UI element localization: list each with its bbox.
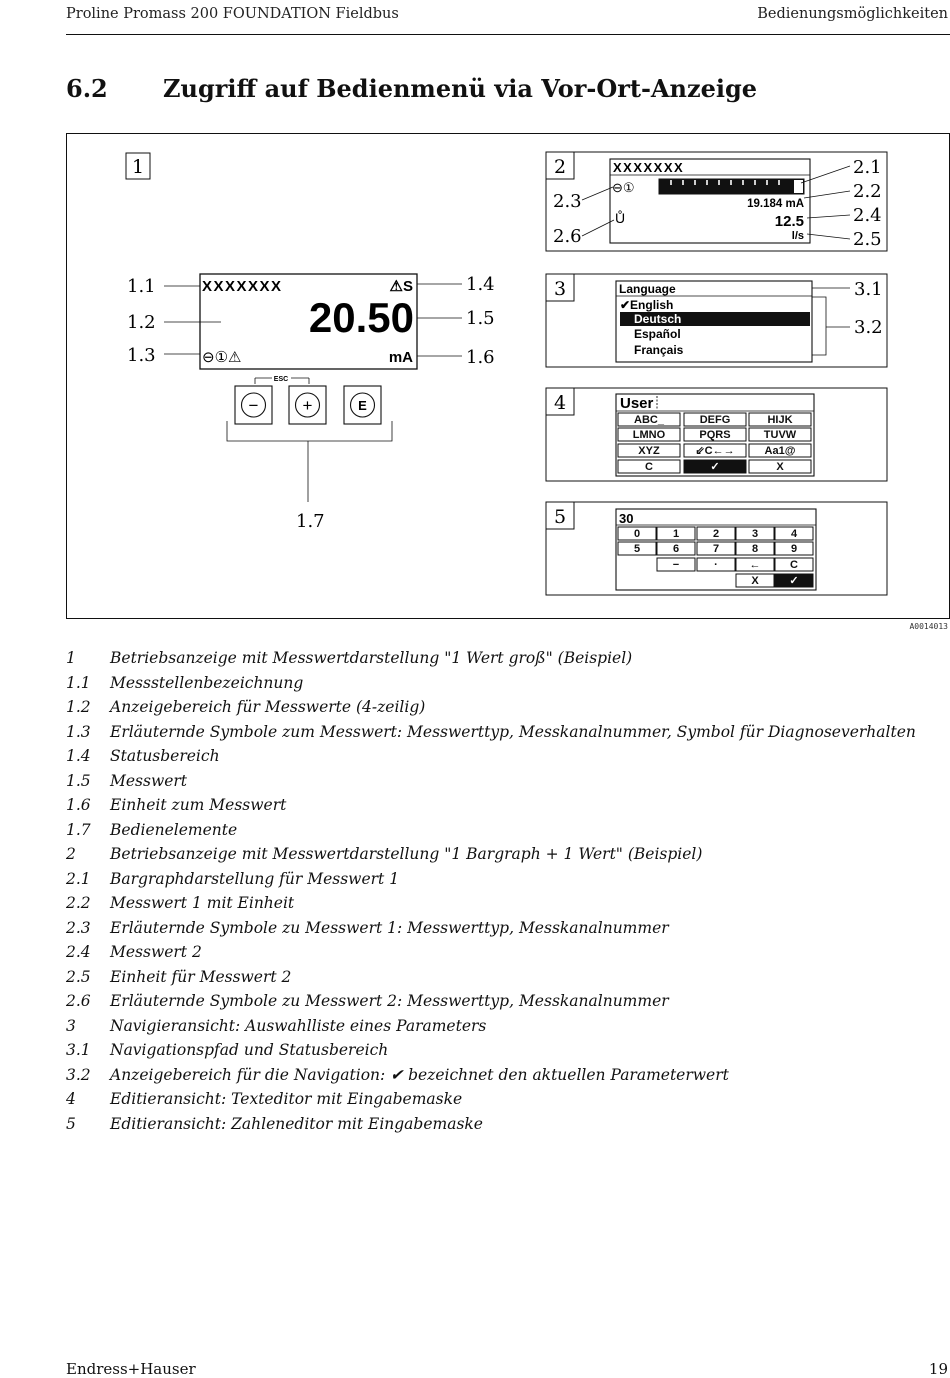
legend-number: 1.6 <box>66 796 91 815</box>
callout-1-2: 1.2 <box>127 312 156 333</box>
text-key-label: ⇙C←→ <box>695 445 735 457</box>
number-key[interactable] <box>775 558 813 571</box>
legend-item <box>66 1038 950 1063</box>
legend-item <box>66 793 950 818</box>
legend-text: Bedienelemente <box>110 820 238 839</box>
callout-1-3: 1.3 <box>127 345 156 366</box>
page-number: 19 <box>928 1360 948 1378</box>
callout-1-4: 1.4 <box>466 274 495 295</box>
legend-item <box>66 744 950 769</box>
d5-box-label: 5 <box>553 506 567 528</box>
callout-1-7: 1.7 <box>296 511 325 532</box>
legend-text: Messwert 2 <box>110 943 202 962</box>
legend-number: 1.3 <box>66 722 91 741</box>
text-key-label: Aa1@ <box>764 445 796 457</box>
text-key-label: TUVW <box>763 429 797 441</box>
legend-number: 1.1 <box>66 673 91 692</box>
legend-text: Einheit zum Messwert <box>110 796 287 815</box>
legend-item <box>66 818 950 843</box>
legend-text: Messwert <box>110 771 188 790</box>
callout-2-5: 2.5 <box>853 229 882 250</box>
number-key-label: C <box>790 559 798 571</box>
legend-item <box>66 989 950 1014</box>
callout-2-3: 2.3 <box>553 191 582 212</box>
legend-number: 5 <box>66 1114 76 1133</box>
plus-button[interactable] <box>289 386 326 424</box>
number-key-label: 1 <box>672 528 680 540</box>
legend-number: 2.3 <box>66 918 91 937</box>
d2-unit2: l/s <box>791 230 804 242</box>
text-key[interactable] <box>618 444 680 457</box>
legend-number: 2 <box>66 845 76 864</box>
number-key[interactable] <box>775 542 813 555</box>
number-key-label: ← <box>749 559 761 571</box>
number-key[interactable] <box>775 574 813 587</box>
legend-text: Bargraphdarstellung für Messwert 1 <box>110 869 400 888</box>
number-key[interactable] <box>657 542 695 555</box>
display-figure <box>66 133 950 619</box>
legend-item <box>66 940 950 965</box>
legend-text: Betriebsanzeige mit Messwertdarstellung "1 Bargraph + 1 Wert" (Beispiel) <box>110 845 703 864</box>
text-key-label: XYZ <box>638 445 660 457</box>
number-key-label: 0 <box>633 528 641 540</box>
footer-brand: Endress+Hauser <box>66 1360 196 1378</box>
minus-button-label: − <box>248 396 259 415</box>
legend-item <box>66 1112 950 1137</box>
d2-tag: XXXXXXX <box>613 160 685 175</box>
legend-item <box>66 1014 950 1039</box>
legend-text: Betriebsanzeige mit Messwertdarstellung "1 Wert groß" (Beispiel) <box>110 649 633 668</box>
number-key-label: 7 <box>712 543 720 555</box>
legend-item <box>66 695 950 720</box>
text-key-label: PQRS <box>699 429 731 441</box>
number-key[interactable] <box>697 542 735 555</box>
number-key-label: 2 <box>712 528 720 540</box>
text-key[interactable] <box>618 428 680 441</box>
text-key[interactable] <box>684 413 746 426</box>
legend-text: Messstellenbezeichnung <box>110 673 304 692</box>
number-key[interactable] <box>657 558 695 571</box>
legend-number: 1.7 <box>66 820 91 839</box>
number-key[interactable] <box>697 527 735 540</box>
text-key[interactable] <box>749 444 811 457</box>
number-key[interactable] <box>736 574 774 587</box>
legend-number: 3 <box>66 1016 76 1035</box>
callout-1-5: 1.5 <box>466 308 495 329</box>
d1-unit: mA <box>388 349 413 366</box>
legend-number: 3.1 <box>66 1041 91 1060</box>
d4-title: User <box>620 395 654 412</box>
legend-text: Anzeigebereich für die Navigation: ✔ bezeichnet den aktuellen Parameterwert <box>110 1065 729 1084</box>
d1-value: 20.50 <box>308 294 414 341</box>
legend-item <box>66 769 950 794</box>
legend-number: 3.2 <box>66 1065 91 1084</box>
plus-button-label: + <box>302 396 313 415</box>
legend-item <box>66 1087 950 1112</box>
callout-2-6: 2.6 <box>553 226 582 247</box>
section-title: Zugriff auf Bedienmenü via Vor-Ort-Anzeige <box>163 74 758 103</box>
d3-item-english[interactable]: ✔English <box>620 298 674 312</box>
section-number: 6.2 <box>66 74 108 103</box>
text-key[interactable] <box>749 460 811 473</box>
text-key[interactable] <box>618 460 680 473</box>
header-doc-title: Proline Promass 200 FOUNDATION Fieldbus <box>66 6 399 22</box>
legend-item <box>66 842 950 867</box>
d2-symbol2: Ů <box>615 210 626 226</box>
callout-2-1: 2.1 <box>853 157 882 178</box>
legend-number: 2.5 <box>66 967 91 986</box>
figure-id: A0014013 <box>909 622 948 631</box>
callout-3-2: 3.2 <box>854 317 883 338</box>
d2-bargraph <box>659 179 804 194</box>
d1-tag: XXXXXXX <box>202 278 283 295</box>
number-key[interactable] <box>736 558 774 571</box>
d3-item-francais[interactable]: Français <box>634 343 684 357</box>
callout-2-2: 2.2 <box>853 181 882 202</box>
d1-status: ⚠S <box>389 278 413 295</box>
enter-button-label: E <box>358 398 367 413</box>
d2-symbols1: ⊖① <box>612 180 635 195</box>
legend-text: Erläuternde Symbole zu Messwert 1: Messwerttyp, Messkanalnummer <box>110 918 669 937</box>
legend-text: Anzeigebereich für Messwerte (4-zeilig) <box>110 698 426 717</box>
d2-value1: 19.184 mA <box>747 198 804 210</box>
legend-item <box>66 720 950 745</box>
legend-text: Navigationspfad und Statusbereich <box>110 1041 389 1060</box>
header-chapter: Bedienungsmöglichkeiten <box>757 6 948 22</box>
d3-title: Language <box>619 282 676 296</box>
d3-item-deutsch[interactable]: Deutsch <box>634 312 682 326</box>
legend-item <box>66 867 950 892</box>
text-key-label: X <box>776 461 784 473</box>
text-key[interactable] <box>749 428 811 441</box>
text-key[interactable] <box>749 413 811 426</box>
legend-item <box>66 891 950 916</box>
enter-button[interactable] <box>344 386 381 424</box>
d1-box-label: 1 <box>131 156 145 178</box>
legend-text: Editieransicht: Zahleneditor mit Eingabemaske <box>110 1114 483 1133</box>
text-key[interactable] <box>684 460 746 473</box>
callout-2-4: 2.4 <box>853 205 882 226</box>
legend-number: 2.2 <box>66 894 91 913</box>
text-key-label: DEFG <box>699 414 731 426</box>
legend-text: Einheit für Messwert 2 <box>110 967 292 986</box>
number-key-label: 5 <box>633 543 641 555</box>
text-key-label: HIJK <box>767 414 793 426</box>
number-key-label: 8 <box>751 543 759 555</box>
d3-box-label: 3 <box>553 278 567 300</box>
number-key-label: · <box>714 559 718 571</box>
legend-text: Erläuternde Symbole zum Messwert: Messwerttyp, Messkanalnummer, Symbol für Diagnoseverhalten <box>110 722 916 741</box>
number-key[interactable] <box>618 527 656 540</box>
number-key[interactable] <box>775 527 813 540</box>
number-key[interactable] <box>618 542 656 555</box>
number-key[interactable] <box>736 527 774 540</box>
d1-esc-label: ESC <box>273 376 289 383</box>
legend-number: 1 <box>66 649 76 668</box>
d1-symbols: ⊖①⚠ <box>202 349 242 366</box>
figure-drawing <box>67 134 950 620</box>
text-key[interactable] <box>684 428 746 441</box>
number-key-label: 4 <box>790 528 798 540</box>
figure-legend <box>66 646 950 1136</box>
d4-box-label: 4 <box>553 392 567 414</box>
number-key[interactable] <box>657 527 695 540</box>
d2-box-label: 2 <box>553 156 567 178</box>
minus-button[interactable] <box>235 386 272 424</box>
legend-number: 2.6 <box>66 992 91 1011</box>
number-key[interactable] <box>697 558 735 571</box>
legend-text: Messwert 1 mit Einheit <box>110 894 295 913</box>
text-key-label: ✓ <box>710 461 720 473</box>
legend-item <box>66 916 950 941</box>
number-key-label: 3 <box>751 528 759 540</box>
text-key-label: LMNO <box>632 429 666 441</box>
legend-text: Erläuternde Symbole zu Messwert 2: Messwerttyp, Messkanalnummer <box>110 992 669 1011</box>
legend-text: Editieransicht: Texteditor mit Eingabemaske <box>110 1090 463 1109</box>
text-key-label: C <box>645 461 653 473</box>
callout-1-1: 1.1 <box>127 276 156 297</box>
d2-value2: 12.5 <box>774 213 804 230</box>
callout-1-6: 1.6 <box>466 347 495 368</box>
legend-text: Navigieransicht: Auswahlliste eines Parameters <box>110 1016 487 1035</box>
text-key-label: ABC_ <box>634 414 664 426</box>
number-key-label: ✓ <box>789 575 799 587</box>
number-key-label: 6 <box>672 543 680 555</box>
legend-item <box>66 1063 950 1088</box>
legend-text: Statusbereich <box>110 747 220 766</box>
legend-number: 1.4 <box>66 747 91 766</box>
legend-item <box>66 646 950 671</box>
legend-number: 2.1 <box>66 869 91 888</box>
legend-number: 4 <box>66 1090 76 1109</box>
number-key[interactable] <box>736 542 774 555</box>
d3-item-espanol[interactable]: Español <box>634 327 681 341</box>
number-key-label: − <box>672 559 680 571</box>
callout-3-1: 3.1 <box>854 279 883 300</box>
legend-item <box>66 965 950 990</box>
number-key-label: 9 <box>790 543 798 555</box>
legend-number: 1.2 <box>66 698 91 717</box>
text-key[interactable] <box>684 444 746 457</box>
header-rule <box>66 34 950 35</box>
legend-number: 1.5 <box>66 771 91 790</box>
text-key[interactable] <box>618 413 680 426</box>
number-key-label: X <box>751 575 759 587</box>
legend-number: 2.4 <box>66 943 91 962</box>
d5-value: 30 <box>619 511 634 526</box>
legend-item <box>66 671 950 696</box>
